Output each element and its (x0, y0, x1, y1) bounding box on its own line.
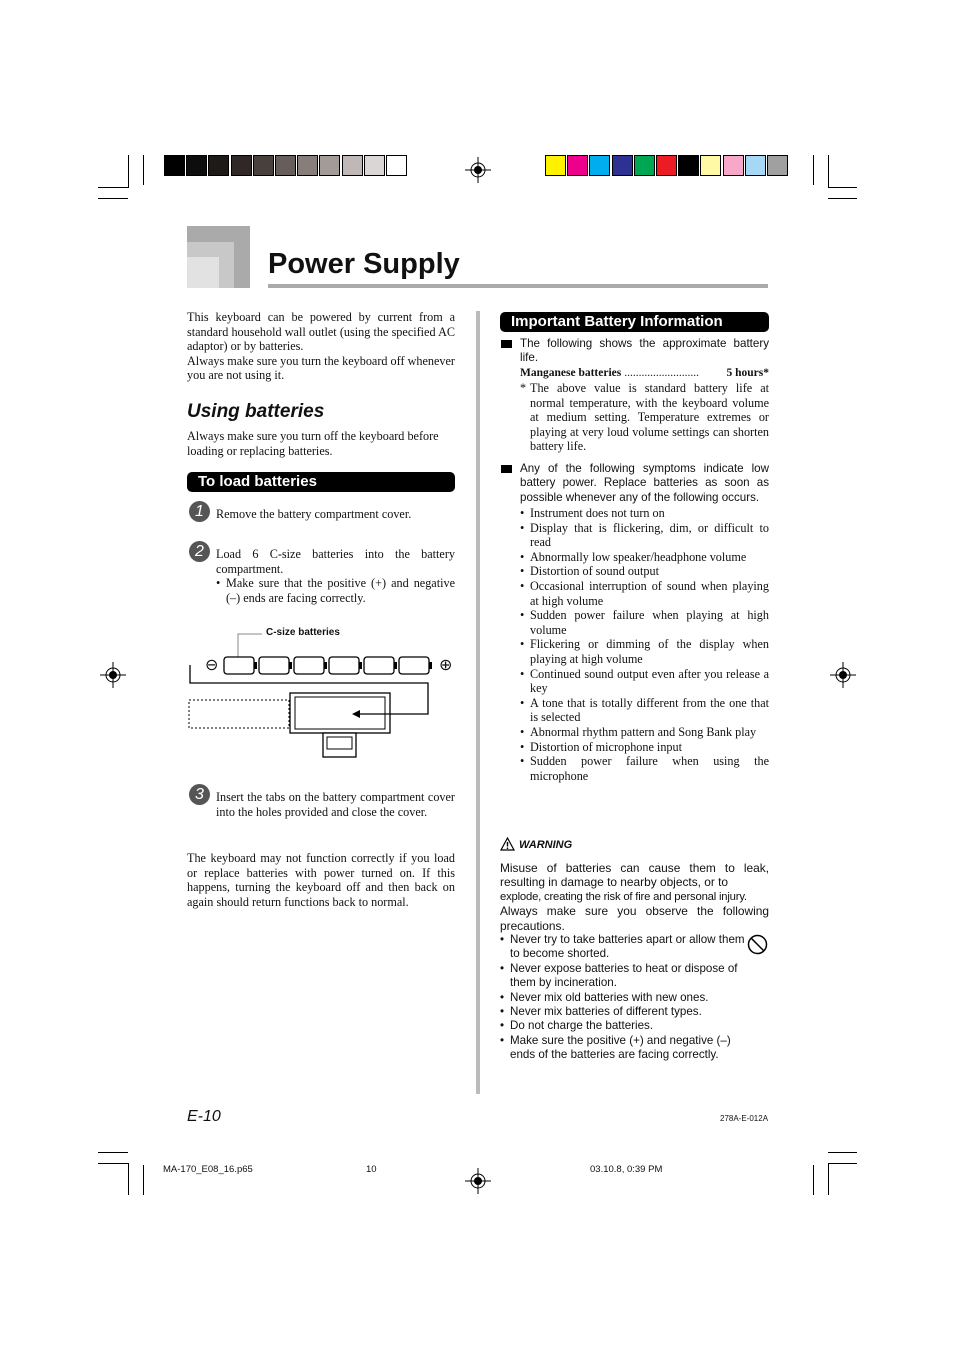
registration-mark-icon (465, 1168, 491, 1194)
crop-mark (828, 198, 857, 199)
step-3-text: Insert the tabs on the battery compartment cover into the holes provided and close the cover. (216, 790, 455, 819)
color-swatch (723, 155, 744, 176)
color-swatch (231, 155, 252, 176)
positive-terminal-icon: ⊕ (439, 655, 453, 674)
negative-terminal-icon: ⊖ (205, 655, 219, 674)
color-swatch (612, 155, 633, 176)
figure-label-c-size-batteries: C-size batteries (266, 627, 340, 638)
list-item: • Make sure the positive (+) and negative (–) ends of the batteries are facing correctly. (500, 1034, 745, 1063)
warning-intro-line: Misuse of batteries can cause them to leak, resulting in damage to nearby objects, or to (500, 861, 769, 890)
color-swatch (253, 155, 274, 176)
list-item: • Sudden power failure when playing at high volume (520, 608, 769, 637)
battery-life-footnote: The above value is standard battery life at normal temperature, with the keyboard volume at medium setting. Temperature extremes or playing at very loud volume settings can shorten battery life. (530, 381, 769, 454)
document-code: 278A-E-012A (720, 1114, 769, 1123)
list-item: • Never mix batteries of different types. (500, 1005, 745, 1019)
footer-page: 10 (366, 1164, 377, 1175)
crop-mark (813, 155, 814, 185)
list-item: • Distortion of sound output (520, 564, 769, 579)
crop-mark (143, 155, 144, 185)
battery-life-intro: The following shows the approximate battery life. (520, 337, 769, 365)
warning-intro (500, 861, 769, 933)
step-1-text: Remove the battery compartment cover. (216, 507, 412, 521)
color-swatch (545, 155, 566, 176)
warning-intro-line: Always make sure you observe the following precautions. (500, 904, 769, 933)
color-swatch (386, 155, 407, 176)
color-swatch (364, 155, 385, 176)
heading-to-load-batteries: To load batteries (187, 472, 455, 492)
color-swatch (700, 155, 721, 176)
step-2-number: 2 (189, 541, 210, 562)
footer-file-name: MA-170_E08_16.p65 (163, 1164, 253, 1175)
warning-triangle-icon (500, 837, 515, 851)
step-3-number: 3 (189, 784, 210, 805)
crop-mark (98, 187, 129, 188)
title-decoration (187, 257, 219, 288)
crop-mark (98, 198, 128, 199)
registration-mark-icon (100, 662, 126, 688)
list-item: • Never mix old batteries with new ones. (500, 991, 745, 1005)
color-swatch (589, 155, 610, 176)
list-item: • Sudden power failure when using the microphone (520, 754, 769, 783)
step-2-text (216, 547, 455, 605)
section-heading-using-batteries: Using batteries (187, 401, 325, 422)
footnote-mark: * (520, 381, 527, 395)
color-swatch (678, 155, 699, 176)
color-swatch (164, 155, 185, 176)
crop-mark (828, 1152, 857, 1153)
color-swatch (208, 155, 229, 176)
low-battery-intro: Any of the following symptoms indicate low battery power. Replace batteries as soon as possible whenever any of the following occurs. (520, 462, 769, 504)
list-item: • Flickering or dimming of the display when playing at high volume (520, 637, 769, 666)
crop-mark (828, 1163, 857, 1164)
malfunction-note: The keyboard may not function correctly if you load or replace batteries with power turned on. If this happens, turning the keyboard off and then back on again should return functions back to normal. (187, 851, 455, 909)
list-item: • Instrument does not turn on (520, 506, 769, 521)
crop-mark (813, 1165, 814, 1195)
color-swatch (275, 155, 296, 176)
color-swatch (297, 155, 318, 176)
crop-mark (98, 1152, 128, 1153)
list-item: • Abnormal rhythm pattern and Song Bank play (520, 725, 769, 740)
square-bullet-icon (501, 465, 512, 473)
color-swatch (319, 155, 340, 176)
list-item: • Continued sound output even after you release a key (520, 667, 769, 696)
manganese-label: Manganese batteries (520, 367, 622, 379)
step-2-instruction: Load 6 C-size batteries into the battery compartment. (216, 547, 455, 576)
color-swatch (745, 155, 766, 176)
symptom-list (520, 506, 769, 783)
list-item: • Never try to take batteries apart or allow them to become shorted. (500, 933, 745, 962)
step-1-number: 1 (189, 501, 210, 522)
square-bullet-icon (501, 340, 512, 348)
warning-intro-line: explode, creating the risk of fire and personal injury. (500, 890, 747, 903)
using-batteries-text: Always make sure you turn off the keyboard before loading or replacing batteries. (187, 429, 439, 458)
prohibition-icon (747, 934, 768, 955)
list-item: • A tone that is totally different from the one that is selected (520, 696, 769, 725)
leader-dots: .......................... (624, 367, 699, 379)
page-number: E-10 (187, 1108, 221, 1125)
crop-mark (128, 155, 129, 187)
battery-compartment-diagram (186, 630, 461, 760)
list-item: • Occasional interruption of sound when playing at high volume (520, 579, 769, 608)
crop-mark (143, 1165, 144, 1195)
list-item: • Never expose batteries to heat or dispose of them by incineration. (500, 962, 745, 991)
warning-list (500, 933, 745, 1063)
page-title: Power Supply (268, 248, 460, 280)
crop-mark (128, 1163, 129, 1195)
column-divider (476, 311, 480, 1094)
registration-mark-icon (830, 662, 856, 688)
heading-important-battery-information: Important Battery Information (500, 312, 769, 332)
footer-date: 03.10.8, 0:39 PM (590, 1164, 663, 1175)
crop-mark (828, 187, 857, 188)
manganese-value: 5 hours* (726, 367, 769, 379)
color-swatch (656, 155, 677, 176)
list-item: • Distortion of microphone input (520, 740, 769, 755)
warning-label: WARNING (519, 839, 573, 851)
registration-mark-icon (465, 157, 491, 183)
intro-paragraph: This keyboard can be powered by current from a standard household wall outlet (using the specified AC adaptor) or by batteries. Always make sure you turn the keyboard off whenever you are not using it. (187, 310, 455, 383)
crop-mark (828, 1163, 829, 1195)
manganese-battery-row (520, 366, 769, 381)
title-underline (268, 284, 768, 288)
color-swatch (567, 155, 588, 176)
color-swatch (186, 155, 207, 176)
crop-mark (828, 155, 829, 187)
list-item: • Do not charge the batteries. (500, 1019, 745, 1033)
list-item: • Display that is flickering, dim, or difficult to read (520, 521, 769, 550)
color-swatch (634, 155, 655, 176)
list-item: • Abnormally low speaker/headphone volume (520, 550, 769, 565)
color-swatch (342, 155, 363, 176)
step-2-bullet: • Make sure that the positive (+) and negative (–) ends are facing correctly. (216, 576, 455, 605)
color-swatch (767, 155, 788, 176)
crop-mark (98, 1163, 129, 1164)
